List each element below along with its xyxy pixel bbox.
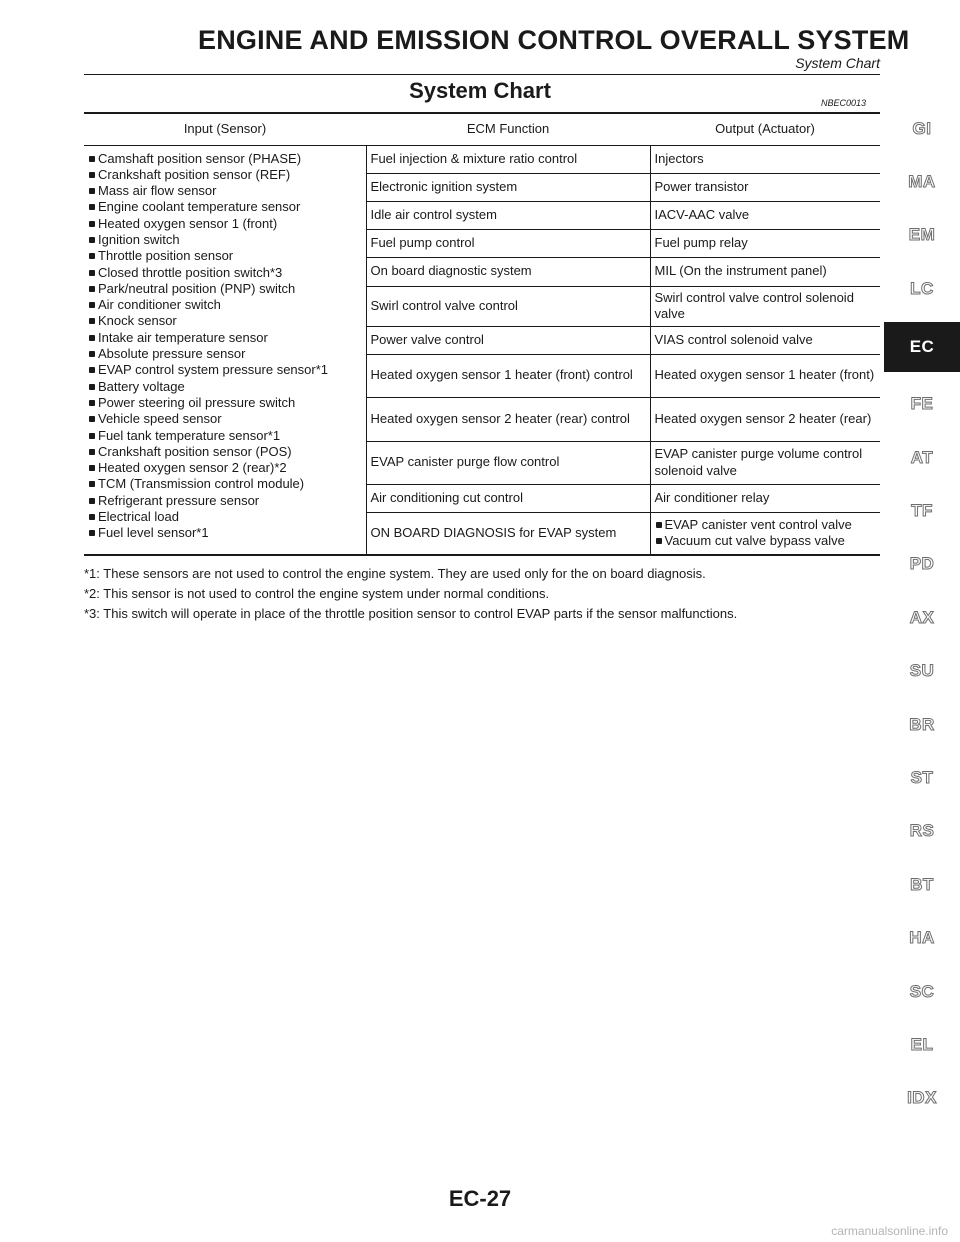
output-actuator-cell: Heated oxygen sensor 2 heater (rear): [650, 397, 880, 441]
list-item: Fuel tank temperature sensor*1: [88, 428, 362, 444]
section-tab-bt[interactable]: BT: [910, 874, 934, 894]
ecm-function-cell: Swirl control valve control: [366, 286, 650, 326]
output-actuator-cell: Power transistor: [650, 173, 880, 201]
section-tab-ax[interactable]: AX: [909, 607, 935, 627]
list-item: Ignition switch: [88, 232, 362, 248]
input-sensor-cell: [84, 145, 366, 555]
list-item: Crankshaft position sensor (POS): [88, 444, 362, 460]
output-actuator-cell: [650, 512, 880, 555]
list-item: Refrigerant pressure sensor: [88, 493, 362, 509]
input-sensor-list: [88, 151, 362, 542]
output-actuator-cell: VIAS control solenoid valve: [650, 326, 880, 354]
reference-code: NBEC0013: [820, 98, 866, 108]
list-item: Park/neutral position (PNP) switch: [88, 281, 362, 297]
section-tab-lc[interactable]: LC: [910, 278, 934, 298]
footnote: *3: This switch will operate in place of the throttle position sensor to control EVAP parts if the sensor malfunctions.: [84, 606, 738, 621]
header-output-actuator: Output (Actuator): [650, 113, 880, 145]
output-actuator-cell: Swirl control valve control solenoid valve: [650, 286, 880, 326]
output-actuator-cell: Heated oxygen sensor 1 heater (front): [650, 354, 880, 397]
section-tab-fe[interactable]: FE: [910, 394, 934, 414]
running-header-subtitle: System Chart: [795, 55, 880, 71]
ecm-function-cell: EVAP canister purge flow control: [366, 441, 650, 484]
footnotes: [84, 564, 737, 624]
list-item: Camshaft position sensor (PHASE): [88, 151, 362, 167]
section-tab-em[interactable]: EM: [908, 225, 936, 245]
output-actuator-cell: Injectors: [650, 145, 880, 173]
section-tab-sc[interactable]: SC: [909, 981, 935, 1001]
section-tab-rs[interactable]: RS: [909, 821, 935, 841]
list-item: Battery voltage: [88, 379, 362, 395]
section-tab-idx[interactable]: IDX: [907, 1088, 937, 1108]
list-item: Crankshaft position sensor (REF): [88, 167, 362, 183]
running-header-title: ENGINE AND EMISSION CONTROL OVERALL SYSTEM: [198, 25, 910, 55]
list-item: Closed throttle position switch*3: [88, 265, 362, 281]
system-chart-table: [84, 112, 880, 556]
section-tab-ma[interactable]: MA: [908, 172, 936, 192]
output-actuator-cell: Air conditioner relay: [650, 484, 880, 512]
ecm-function-cell: Electronic ignition system: [366, 173, 650, 201]
list-item: Knock sensor: [88, 313, 362, 329]
list-item: Electrical load: [88, 509, 362, 525]
ecm-function-cell: Power valve control: [366, 326, 650, 354]
list-item: Heated oxygen sensor 1 (front): [88, 216, 362, 232]
header-rule: [84, 74, 880, 75]
ecm-function-cell: Heated oxygen sensor 1 heater (front) control: [366, 354, 650, 397]
output-actuator-cell: Fuel pump relay: [650, 229, 880, 257]
section-index-tabs: [884, 102, 960, 1125]
output-actuator-cell: IACV-AAC valve: [650, 201, 880, 229]
section-tab-el[interactable]: EL: [910, 1034, 934, 1054]
ecm-function-cell: Idle air control system: [366, 201, 650, 229]
section-tab-gi[interactable]: GI: [912, 118, 932, 138]
table-header-row: [84, 113, 880, 145]
ecm-function-cell: Fuel pump control: [366, 229, 650, 257]
ecm-function-cell: ON BOARD DIAGNOSIS for EVAP system: [366, 512, 650, 555]
output-actuator-list: [655, 517, 877, 550]
section-tab-su[interactable]: SU: [909, 661, 935, 681]
ecm-function-cell: Heated oxygen sensor 2 heater (rear) control: [366, 397, 650, 441]
list-item: Mass air flow sensor: [88, 183, 362, 199]
output-actuator-cell: EVAP canister purge volume control solenoid valve: [650, 441, 880, 484]
list-item: EVAP control system pressure sensor*1: [88, 362, 362, 378]
list-item: Absolute pressure sensor: [88, 346, 362, 362]
table-row: [84, 145, 880, 173]
list-item: Power steering oil pressure switch: [88, 395, 362, 411]
list-item: Air conditioner switch: [88, 297, 362, 313]
section-title: System Chart: [409, 78, 551, 103]
list-item: Fuel level sensor*1: [88, 525, 362, 541]
footnote: *2: This sensor is not used to control the engine system under normal conditions.: [84, 586, 550, 601]
section-tab-at[interactable]: AT: [910, 447, 934, 467]
section-tab-ha[interactable]: HA: [909, 928, 935, 948]
section-tab-br[interactable]: BR: [909, 714, 935, 734]
page-number: EC-27: [448, 1186, 512, 1211]
list-item: Vehicle speed sensor: [88, 411, 362, 427]
ecm-function-cell: Fuel injection & mixture ratio control: [366, 145, 650, 173]
header-ecm-function: ECM Function: [366, 113, 650, 145]
list-item: Engine coolant temperature sensor: [88, 199, 362, 215]
ecm-function-cell: Air conditioning cut control: [366, 484, 650, 512]
section-tab-tf[interactable]: TF: [911, 501, 933, 521]
footnote: *1: These sensors are not used to control the engine system. They are used only for the on board diagnosis.: [84, 566, 706, 581]
section-tab-ec[interactable]: EC: [884, 322, 960, 372]
header-input-sensor: Input (Sensor): [84, 113, 366, 145]
list-item: EVAP canister vent control valve: [655, 517, 877, 533]
ecm-function-cell: On board diagnostic system: [366, 257, 650, 286]
list-item: TCM (Transmission control module): [88, 476, 362, 492]
list-item: Throttle position sensor: [88, 248, 362, 264]
watermark: carmanualsonline.info: [831, 1224, 948, 1238]
output-actuator-cell: MIL (On the instrument panel): [650, 257, 880, 286]
list-item: Heated oxygen sensor 2 (rear)*2: [88, 460, 362, 476]
section-tab-st[interactable]: ST: [910, 767, 934, 787]
section-tab-pd[interactable]: PD: [909, 554, 935, 574]
list-item: Vacuum cut valve bypass valve: [655, 533, 877, 549]
list-item: Intake air temperature sensor: [88, 330, 362, 346]
